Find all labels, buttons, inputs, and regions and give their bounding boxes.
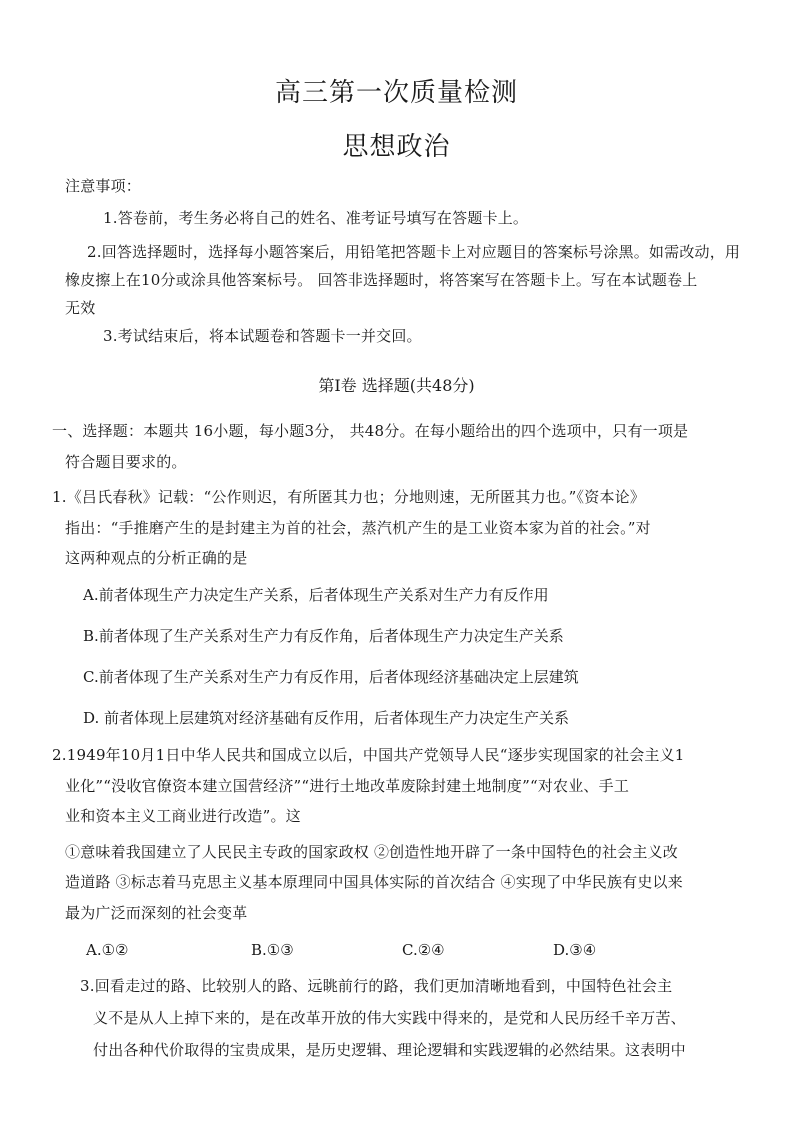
- notice-item-2-line-2: 橡皮擦上在10分或涂具他答案标号。 回答非选择题时，将答案写在答题卡上。写在本试题卷上: [65, 271, 698, 289]
- part-1-instruction-line-2: 符合题目要求的。: [65, 453, 187, 471]
- question-2-statement-line-3: 最为广泛而深刻的社会变革: [65, 904, 248, 922]
- question-1-stem-line-3: 这两种观点的分析正确的是: [65, 549, 248, 567]
- question-1-option-a: A.前者体现生产力决定生产关系，后者体现生产关系对生产力有反作用: [83, 586, 549, 604]
- exam-title: 高三第一次质量检测: [274, 78, 518, 108]
- subject-title: 思想政治: [342, 132, 451, 162]
- question-2-statement-line-1: ①意味着我国建立了人民民主专政的国家政权 ②创造性地开辟了一条中国特色的社会主义改: [65, 843, 678, 861]
- question-3-stem-line-2: 义不是从人上掉下来的，是在改革开放的伟大实践中得来的，是党和人民历经千辛万苦、: [93, 1009, 686, 1027]
- notice-item-3: 3.考试结束后，将本试题卷和答题卡一并交回。: [103, 327, 422, 345]
- part-1-title: 第Ⅰ卷 选择题(共48分): [318, 376, 475, 395]
- question-2-stem-line-2: 业化”“没收官僚资本建立国营经济”“进行土地改革废除封建土地制度”“对农业、手工: [65, 777, 630, 795]
- question-2-option-a: A.①②: [86, 941, 129, 959]
- question-3-stem-line-1: 3.回看走过的路、比较别人的路、远眺前行的路，我们更加清晰地看到，中国特色社会主: [80, 977, 673, 995]
- question-1-option-c: C.前者体现了生产关系对生产力有反作用，后者体现经济基础决定上层建筑: [83, 668, 579, 686]
- question-1-option-d: D. 前者体现上层建筑对经济基础有反作用，后者体现生产力决定生产关系: [83, 709, 570, 727]
- question-2-statement-line-2: 造道路 ③标志着马克思主义基本原理同中国具体实际的首次结合 ④实现了中华民族有史以来: [65, 873, 683, 891]
- notice-item-1: 1.答卷前，考生务必将自己的姓名、准考证号填写在答题卡上。: [103, 209, 529, 227]
- part-1-instruction-line-1: 一、选择题：本题共 16小题，每小题3分， 共48分。在每小题给出的四个选项中，只有一项是: [52, 422, 689, 440]
- question-2-option-b: B.①③: [251, 941, 294, 959]
- question-2-option-c: C.②④: [402, 941, 445, 959]
- question-2-stem-line-1: 2.1949年10月1日中华人民共和国成立以后，中国共产党领导人民“逐步实现国家的社会主义1: [52, 746, 685, 764]
- question-1-stem-line-2: 指出：“手推磨产生的是封建主为首的社会，蒸汽机产生的是工业资本家为首的社会。”对: [65, 519, 651, 537]
- question-1-option-b: B.前者体现了生产关系对生产力有反作角，后者体现生产力决定生产关系: [83, 627, 564, 645]
- question-1-stem-line-1: 1.《吕氏春秋》记载：“公作则迟，有所匿其力也；分地则速，无所匿其力也。”《资本论》: [52, 488, 646, 506]
- question-2-option-d: D.③④: [553, 941, 597, 959]
- question-2-stem-line-3: 业和资本主义工商业进行改造”。这: [65, 807, 301, 825]
- notice-heading: 注意事项：: [65, 177, 142, 195]
- question-3-stem-line-3: 付出各种代价取得的宝贵成果，是历史逻辑、理论逻辑和实践逻辑的必然结果。这表明中: [93, 1041, 686, 1059]
- notice-item-2-line-1: 2.回答选择题时，选择每小题答案后，用铅笔把答题卡上对应题目的答案标号涂黑。如需改动，用: [87, 243, 741, 261]
- notice-item-2-line-3: 无效: [65, 299, 96, 317]
